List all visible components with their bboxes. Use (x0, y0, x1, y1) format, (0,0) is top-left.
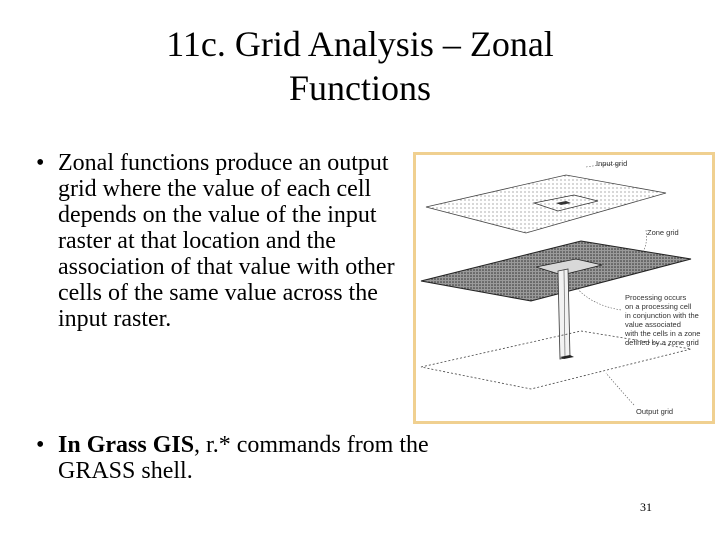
title-line-2: Functions (288, 68, 431, 108)
note-line: on a processing cell (625, 302, 692, 311)
zonal-diagram (416, 155, 712, 421)
input-grid-layer (426, 175, 666, 233)
output-grid-label: Output grid (636, 407, 674, 416)
bullet-bold-text: In Grass GIS (58, 432, 195, 458)
zone-grid-leader (642, 230, 647, 253)
bullet-text: Zonal functions produce an output grid where the value of each cell depends on the value of the input raster at that location and the association of that value with other cells of the same value across the input raster. (58, 150, 395, 332)
page-number: 31 (640, 500, 652, 514)
note-leader (576, 287, 621, 310)
bullet-grass-gis (36, 432, 438, 484)
title-line-1: 11c. Grid Analysis – Zonal (166, 24, 554, 64)
note-line: in conjunction with the (625, 311, 699, 320)
bullet-zonal-functions (36, 150, 403, 332)
slide-title (0, 22, 720, 110)
input-grid-label: Input grid (596, 159, 628, 168)
note-line: defined by a zone grid (625, 338, 699, 347)
bullet-text: , r.* commands from the GRASS shell. (58, 432, 429, 484)
output-grid-leader (606, 373, 634, 405)
note-line: value associated (625, 320, 681, 329)
bullet-icon: • (36, 150, 45, 176)
bullet-icon: • (36, 432, 45, 458)
note-line: Processing occurs (625, 293, 687, 302)
zone-grid-label: Zone grid (647, 228, 679, 237)
note-line: with the cells in a zone (625, 329, 701, 338)
zonal-function-figure (413, 152, 715, 424)
